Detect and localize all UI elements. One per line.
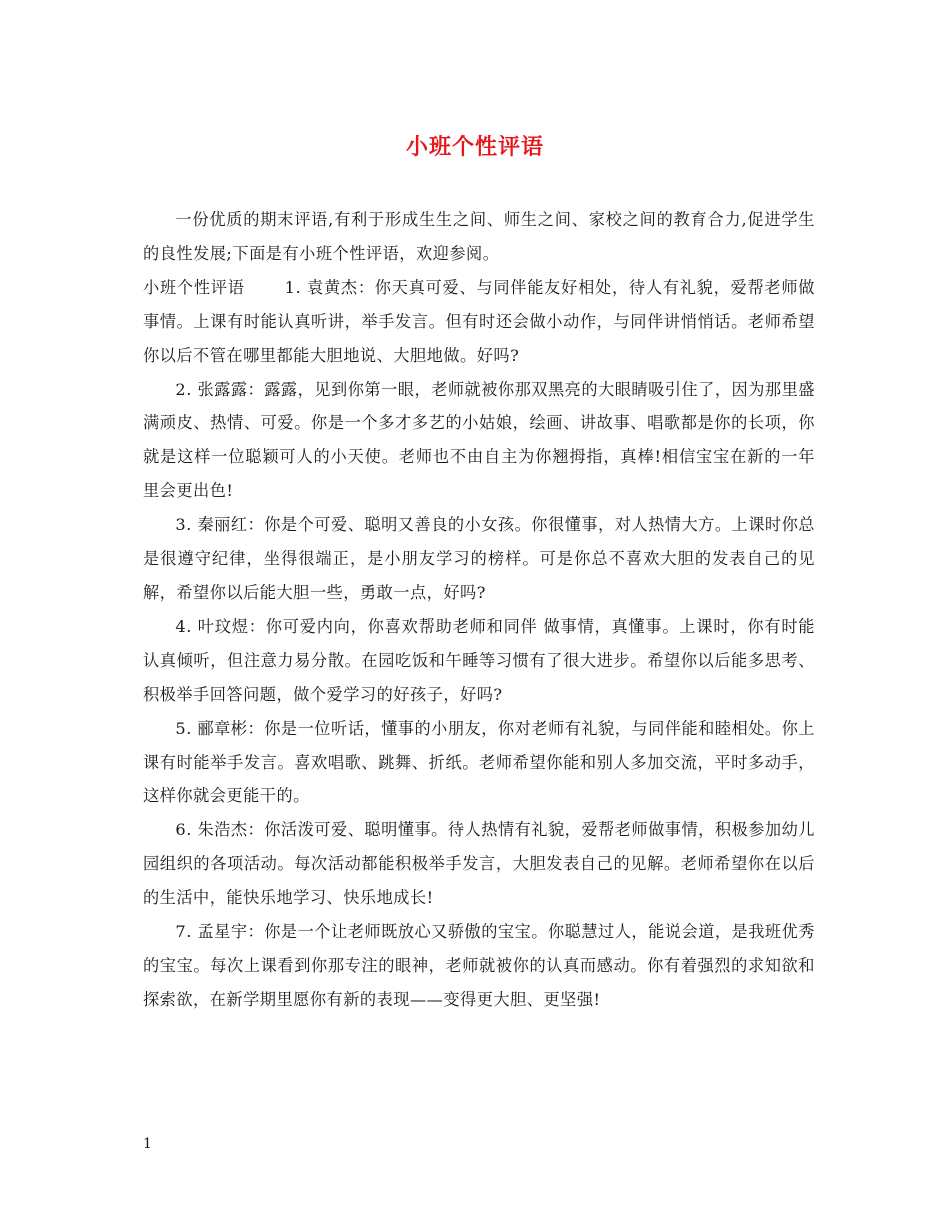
page-number: 1	[143, 1136, 152, 1152]
comment-text-1: 1. 袁黄杰：你天真可爱、与同伴能友好相处，待人有礼貌，爱帮老师做事情。上课有时能认真听讲，举手发言。但有时还会做小动作，与同伴讲悄悄话。老师希望你以后不管在哪里都能大胆地说、大胆地做。好吗?	[143, 277, 815, 365]
comment-paragraph-2: 2. 张露露：露露，见到你第一眼，老师就被你那双黑亮的大眼睛吸引住了，因为那里盛满顽皮、热情、可爱。你是一个多才多艺的小姑娘，绘画、讲故事、唱歌都是你的长项，你就是这样一位聪颖可人的小天使。老师也不由自主为你翘拇指，真棒!相信宝宝在新的一年里会更出色!	[143, 379, 815, 501]
document-title: 小班个性评语	[405, 134, 544, 160]
document-body	[143, 203, 815, 1017]
intro-paragraph: 一份优质的期末评语,有利于形成生生之间、师生之间、家校之间的教育合力,促进学生的良性发展;下面是有小班个性评语，欢迎参阅。	[143, 210, 815, 263]
comment-paragraph-3: 3. 秦丽红：你是个可爱、聪明又善良的小女孩。你很懂事，对人热情大方。上课时你总是很遵守纪律，坐得很端正，是小朋友学习的榜样。可是你总不喜欢大胆的发表自己的见解，希望你以后能大胆一些，勇敢一点，好吗?	[143, 515, 815, 602]
section-label: 小班个性评语	[143, 277, 245, 297]
comment-paragraph-5: 5. 郦章彬：你是一位听话，懂事的小朋友，你对老师有礼貌，与同伴能和睦相处。你上课有时能举手发言。喜欢唱歌、跳舞、折纸。老师希望你能和别人多加交流，平时多动手，这样你就会更能干的。	[143, 718, 815, 806]
comment-paragraph-6: 6. 朱浩杰：你活泼可爱、聪明懂事。待人热情有礼貌，爱帮老师做事情，积极参加幼儿园组织的各项活动。每次活动都能积极举手发言，大胆发表自己的见解。老师希望你在以后的生活中，能快乐地学习、快乐地成长!	[143, 820, 815, 908]
comment-paragraph-7: 7. 孟星宇：你是一个让老师既放心又骄傲的宝宝。你聪慧过人，能说会道，是我班优秀的宝宝。每次上课看到你那专注的眼神，老师就被你的认真而感动。你有着强烈的求知欲和探索欲，在新学期里愿你有新的表现——变得更大胆、更坚强!	[143, 922, 815, 1009]
comment-paragraph-1	[143, 271, 815, 373]
comment-paragraph-4: 4. 叶玟煜：你可爱内向，你喜欢帮助老师和同伴 做事情，真懂事。上课时，你有时能认真倾听，但注意力易分散。在园吃饭和午睡等习惯有了很大进步。希望你以后能多思考、积极举手回答问题，做个爱学习的好孩子，好吗?	[143, 616, 815, 704]
